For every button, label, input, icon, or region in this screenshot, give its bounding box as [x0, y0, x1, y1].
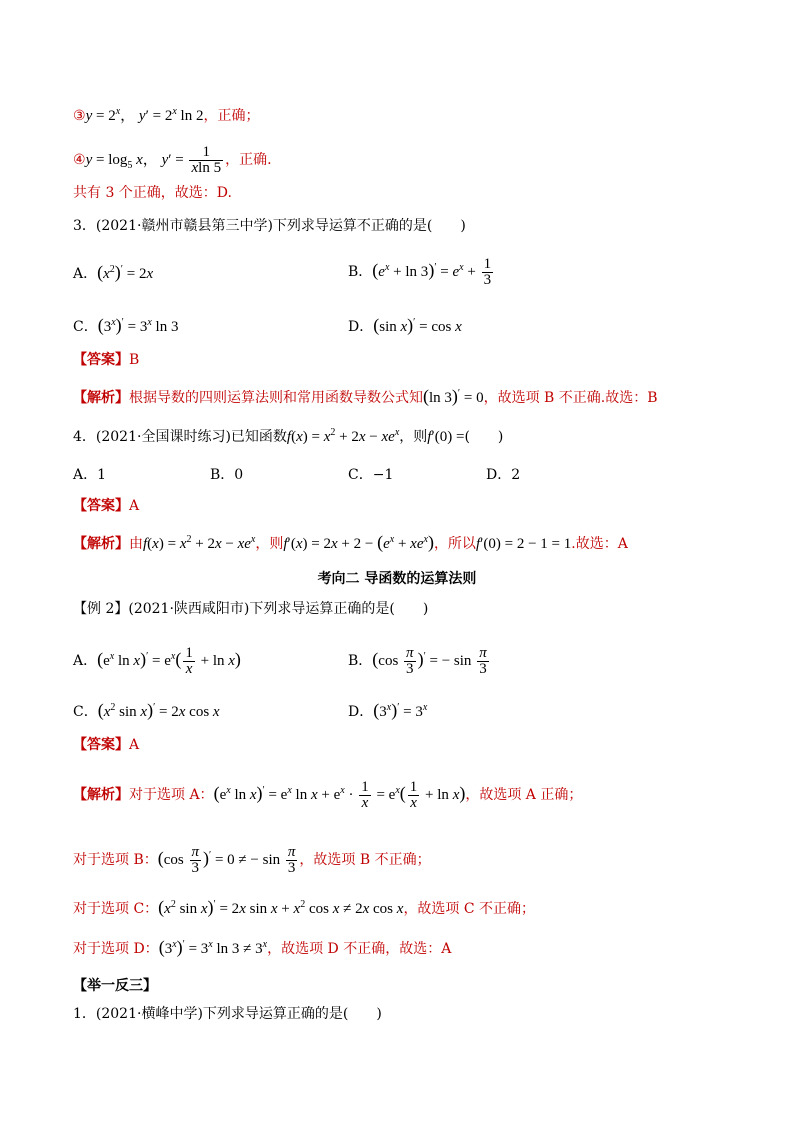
q4-option-a: A．1 [73, 467, 107, 483]
ex2-option-d: D．$(3^x)' = 3^x$ [348, 700, 428, 720]
circled-4: ④ [73, 151, 86, 168]
q3-analysis: 【解析】根据导数的四则运算法则和常用函数导数公式知(ln 3)′ = 0，故选项 B 不正确.故选：B [73, 386, 658, 406]
q4-stem: 4．(2021·全国课时练习)已知函数$f(x) = x^2 + 2x - xe^x$，则f′(0) =( ) [73, 427, 504, 445]
formula-3: $y = 2^x$， $y' = 2^x$ ln 2 [85, 106, 204, 124]
q4-option-b: B．0 [210, 467, 244, 483]
q3-option-d: D．(sin x)′ = cos x [348, 315, 462, 335]
practice-heading: 【举一反三】 [73, 978, 157, 994]
item3-verdict: ，正确； [203, 108, 260, 124]
circled-3: ③ [73, 108, 86, 124]
practice-q1-stem: 1．(2021·横峰中学)下列求导运算正确的是( ) [73, 1006, 382, 1022]
ex2-analysis-a: 【解析】对于选项 A：($e^x$ $\ln x)' = e^x$ $\ln x + e^x$ · $\frac{1}{x}$ = $e^x$( $\frac{1}{x}$ + ln x)，故选项 A 正确； [73, 779, 583, 811]
q4-answer: 【答案】A [73, 498, 140, 514]
q3-stem: 3．(2021·赣州市赣县第三中学)下列求导运算不正确的是( ) [73, 218, 466, 234]
q4-option-d: D．2 [486, 467, 521, 483]
ex2-stem: 【例 2】(2021·陕西咸阳市)下列求导运算正确的是( ) [73, 601, 429, 617]
q3-answer: 【答案】B [73, 352, 140, 368]
q4-analysis: 【解析】由$f(x) = x^2 + 2x - xe^x$，则$f'(x) = 2x + 2 - (e^x + xe^x)$，所以f′(0) = 2 − 1 = 1.故选：A [73, 532, 628, 552]
ex2-option-a: A．($e^x$ $\ln x)' = e^x$( $\frac{1}{x}$ + ln x) [73, 645, 241, 677]
q3-option-b: B．$(e^x + \ln 3)' = e^x$ + $\frac{1}{3}$ [348, 256, 492, 288]
ex2-analysis-d: 对于选项 D：$(3^x)' = 3^x$ $\ln 3 \ne 3^x$，故选项 D 不正确，故选：A [73, 937, 452, 957]
ex2-option-b: B．(cos $\frac{\pi}{3}$ )′ = − sin $\frac{\pi}{3}$ [348, 645, 487, 677]
ex2-answer: 【答案】A [73, 737, 140, 753]
ex2-option-c: C．($x^2$ sin x)′ = 2x cos x [73, 700, 220, 720]
q4-option-c: C．−1 [348, 467, 394, 483]
total-correct: 共有 3 个正确，故选：D. [73, 185, 232, 201]
ex2-analysis-c: 对于选项 C：($x^2$ sin x)′ = 2x $\sin x + x^2$ cos x ≠ 2x cos x，故选项 C 不正确； [73, 897, 536, 917]
line-item-4 [73, 145, 272, 176]
q3-option-a: A．$(x^2)' = 2x$ [73, 262, 154, 282]
ex2-analysis-b: 对于选项 B：(cos $\frac{\pi}{3}$ )′ = 0 ≠ − sin $\frac{\pi}{3}$ ，故选项 B 不正确； [73, 844, 431, 876]
item4-verdict: ，正确. [225, 151, 272, 168]
q3-option-c: C．$(3^x)' = 3^x$ ln 3 [73, 315, 179, 335]
formula-4: $y = \log_5 x$， y′ = $\frac{1}{xln 5}$ [85, 144, 222, 176]
line-item-3 [73, 106, 259, 126]
section-title: 考向二 导函数的运算法则 [317, 571, 477, 587]
